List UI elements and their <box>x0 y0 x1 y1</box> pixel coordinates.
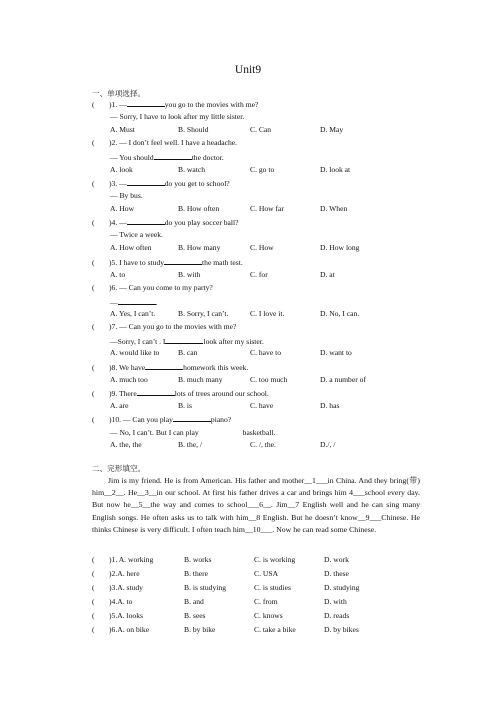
question-1-reply: — Sorry, I have to look after my little sister. <box>110 112 245 121</box>
option-d[interactable]: D./, / <box>320 440 336 449</box>
question-2-reply: — You should the doctor. <box>110 153 224 162</box>
option-c[interactable]: C. USA <box>254 569 279 578</box>
option-b[interactable]: B. watch <box>178 165 205 174</box>
option-b[interactable]: B. can <box>178 348 198 357</box>
option-a[interactable]: A. would like to <box>110 348 160 357</box>
option-b[interactable]: B. there <box>184 569 209 578</box>
cloze-question-6: ( )6.A. on bike B. by bike C. take a bike D. by bikes <box>92 625 359 634</box>
option-b[interactable]: B. Sorry, I can’t. <box>178 309 229 318</box>
answer-blank[interactable] <box>137 387 175 396</box>
question-2: ( )2. — I don’t feel well. I have a headache. <box>92 138 238 147</box>
option-d[interactable]: D. May <box>320 125 344 134</box>
option-d[interactable]: D. work <box>324 555 349 564</box>
answer-blank[interactable] <box>199 427 243 435</box>
option-c[interactable]: C. /, the. <box>250 440 276 449</box>
option-d[interactable]: D. When <box>320 204 348 213</box>
question-7: ( )7. — Can you go to the movies with me? <box>92 322 237 331</box>
answer-blank[interactable] <box>165 335 203 344</box>
question-7-reply: —Sorry, I can’t . I look after my sister. <box>110 337 264 346</box>
option-d[interactable]: D. has <box>320 401 340 410</box>
question-8: ( )8. We have homework this week. <box>92 363 249 372</box>
cloze-passage <box>92 475 420 536</box>
option-d[interactable]: D. No, I can. <box>320 309 360 318</box>
option-c[interactable]: C. take a bike <box>254 625 296 634</box>
answer-blank[interactable] <box>127 216 165 225</box>
option-c[interactable]: C. knows <box>254 611 283 620</box>
section-heading-choice: 一、单项选择。 <box>92 89 146 98</box>
option-d[interactable]: D. studying <box>324 583 360 592</box>
option-a[interactable]: A. are <box>110 401 129 410</box>
question-4-reply: — Twice a week. <box>110 230 163 239</box>
option-d[interactable]: D. with <box>324 597 347 606</box>
option-d[interactable]: D. want to <box>320 348 352 357</box>
option-b[interactable]: B. works <box>184 555 212 564</box>
option-b[interactable]: B. the, / <box>178 440 203 449</box>
option-a[interactable]: A. Yes, I can’t. <box>110 309 156 318</box>
option-c[interactable]: C. for <box>250 270 268 279</box>
option-c[interactable]: C. is working <box>254 555 296 564</box>
option-b[interactable]: B. How many <box>178 243 221 252</box>
option-b[interactable]: B. Should <box>178 125 209 134</box>
question-3: ( )3. — do you get to school? <box>92 179 230 188</box>
cloze-question-2: ( )2.A. here B. there C. USA D. these <box>92 569 349 578</box>
option-c[interactable]: C. is studies <box>254 583 291 592</box>
question-5: ( )5. I have to study the math test. <box>92 258 243 267</box>
option-c[interactable]: C. How far <box>250 204 284 213</box>
option-d[interactable]: D. How long <box>320 243 360 252</box>
question-10-reply: — No, I can’t. But I can play basketball. <box>110 428 276 437</box>
option-b[interactable]: B. is studying <box>184 583 226 592</box>
option-c[interactable]: C. too much <box>250 375 288 384</box>
option-c[interactable]: C. I love it. <box>250 309 285 318</box>
option-a[interactable]: A. much too <box>110 375 148 384</box>
option-d[interactable]: D. these <box>324 569 349 578</box>
option-a[interactable]: A. the, the <box>110 440 142 449</box>
option-b[interactable]: B. with <box>178 270 201 279</box>
option-a[interactable]: A. Must <box>110 125 135 134</box>
cloze-question-1: ( )1. A. working B. works C. is working D. work <box>92 555 349 564</box>
answer-blank[interactable] <box>173 413 211 422</box>
question-1: ( )1. — you go to the movies with me? <box>92 100 259 109</box>
cloze-question-5: ( )5.A. looks B. sees C. knows D. reads <box>92 611 350 620</box>
option-a[interactable]: A. How <box>110 204 135 213</box>
option-d[interactable]: D. reads <box>324 611 350 620</box>
answer-blank[interactable] <box>164 256 202 265</box>
option-c[interactable]: C. have <box>250 401 274 410</box>
option-d[interactable]: D. at <box>320 270 335 279</box>
option-b[interactable]: B. is <box>178 401 192 410</box>
option-b[interactable]: B. How often <box>178 204 220 213</box>
passage-text: Jim is my friend. He is from American. His father and mother__1___in China. And they bring(带) him__2__. He__3__in our school. At first his father drives a car and brings him 4___school every day. But now he__5__the way and comes to school___6__. Jim__7 English well and he can sing many English songs. He often asks us to talk with him__8 English. But he doesn’t know__9___Chinese. He thinks Chinese is very difficult. I often teach him__10___. Now he can read some Chinese. <box>92 476 420 534</box>
option-c[interactable]: C. have to <box>250 348 282 357</box>
option-a[interactable]: A. How often <box>110 243 152 252</box>
cloze-question-3: ( )3.A. study B. is studying C. is studies D. studying <box>92 583 360 592</box>
question-3-reply: — By bus. <box>110 191 143 200</box>
page-title: Unit9 <box>234 64 262 76</box>
answer-blank[interactable] <box>127 177 165 186</box>
answer-blank[interactable] <box>118 296 156 305</box>
option-d[interactable]: D. look at <box>320 165 351 174</box>
question-10: ( )10. — Can you play piano? <box>92 415 232 424</box>
question-4: ( )4. — do you play soccer ball? <box>92 218 239 227</box>
question-9: ( )9. There lots of trees around our school. <box>92 389 269 398</box>
question-6: ( )6. — Can you come to my party? <box>92 283 213 292</box>
option-b[interactable]: B. much many <box>178 375 223 384</box>
section-heading-cloze: 二、完形填空。 <box>92 464 146 473</box>
option-a[interactable]: A. look <box>110 165 133 174</box>
question-6-reply: — . <box>110 298 158 307</box>
option-a[interactable]: A. to <box>110 270 126 279</box>
option-c[interactable]: C. Can <box>250 125 272 134</box>
option-c[interactable]: C. go to <box>250 165 275 174</box>
option-b[interactable]: B. and <box>184 597 204 606</box>
option-d[interactable]: D. by bikes <box>324 625 359 634</box>
option-b[interactable]: B. sees <box>184 611 206 620</box>
answer-blank[interactable] <box>145 361 183 370</box>
option-c[interactable]: C. from <box>254 597 278 606</box>
cloze-question-4: ( )4.A. to B. and C. from D. with <box>92 597 347 606</box>
answer-blank[interactable] <box>127 98 165 107</box>
option-b[interactable]: B. by bike <box>184 625 216 634</box>
answer-blank[interactable] <box>154 151 192 160</box>
option-d[interactable]: D. a number of <box>320 375 366 384</box>
option-c[interactable]: C. How <box>250 243 274 252</box>
